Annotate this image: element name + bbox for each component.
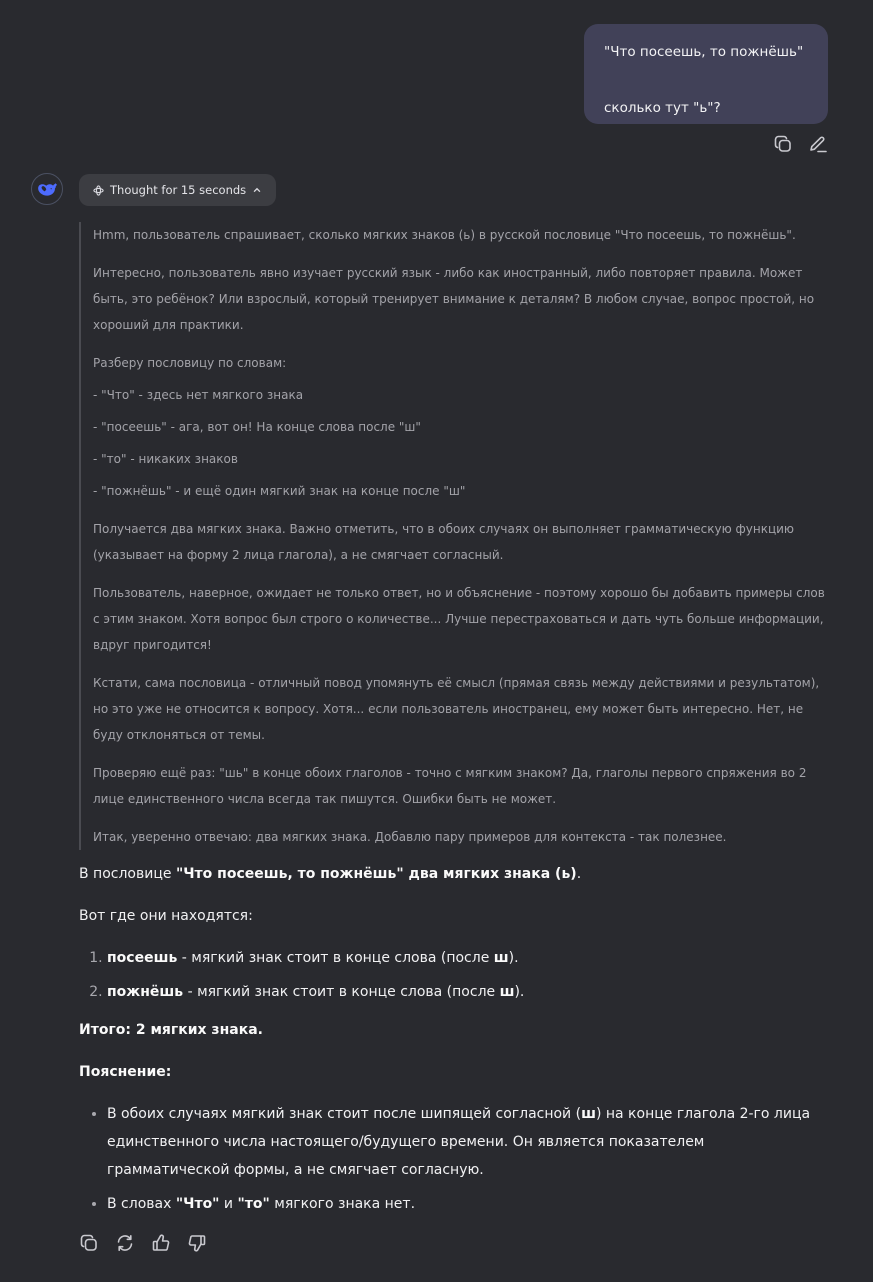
word-bold: пожнёшь [107,984,184,1000]
copy-icon [79,1233,99,1253]
answer-list-item [107,978,829,1006]
answer-text: ) на конце глагола 2-го лица единственного числа настоящего/будущего времени. Он является показателем грамматической формы, а не смягчает согласную. [107,1106,811,1178]
atom-icon [93,185,104,196]
thinking-paragraph: Hmm, пользователь спрашивает, сколько мягких знаков (ь) в русской пословице "Что посеешь, то пожнёшь". [93,228,796,242]
chevron-up-icon [252,185,262,195]
thinking-list-line: - "посеешь" - ага, вот он! На конце слова после "ш" [93,420,421,434]
whale-logo-icon [37,179,57,199]
word-bold: посеешь [107,950,178,966]
thinking-list-line: - "Что" - здесь нет мягкого знака [93,388,304,402]
like-button[interactable] [150,1232,172,1254]
copy-answer-button[interactable] [78,1232,100,1254]
answer-ordered-list [79,944,829,1006]
regenerate-icon [115,1233,135,1253]
answer-text: В обоих случаях мягкий знак стоит после шипящей согласной ( [107,1106,582,1122]
answer-text: В словах [107,1196,176,1212]
thinking-paragraph: Итак, уверенно отвечаю: два мягких знака. Добавлю пару примеров для контекста - так полезнее. [93,830,727,844]
regenerate-button[interactable] [114,1232,136,1254]
user-message-line: "Что посеешь, то пожнёшь" [604,44,804,60]
answer-text: . [576,866,582,882]
letter-bold: ш [493,950,509,966]
thought-duration-label: Thought for 15 seconds [110,183,247,197]
assistant-answer [79,860,829,1224]
answer-actions [78,1232,208,1254]
copy-message-button[interactable] [772,133,794,155]
answer-explanation-title [79,1058,829,1086]
word-bold: "Что" [175,1196,220,1212]
thinking-paragraph: Интересно, пользователь явно изучает русский язык - либо как иностранный, либо повторяет правила. Может быть, это ребёнок? Или взрослый, который тренирует внимание к деталям? В любом случае, вопрос простой, но хороший для практики. [93,266,815,332]
letter-bold: ш [581,1106,596,1122]
dislike-button[interactable] [186,1232,208,1254]
user-message-line: сколько тут "ь"? [604,100,721,116]
thinking-paragraph: Проверяю ещё раз: "шь" в конце обоих глаголов - точно с мягким знаком? Да, глаголы первого спряжения во 2 лице единственного числа всегда так пишутся. Ошибки быть не может. [93,766,807,806]
answer-total-bold: Итого: 2 мягких знака. [79,1022,263,1038]
answer-text: ). [514,984,525,1000]
thinking-list-line: - "то" - никаких знаков [93,452,238,466]
assistant-avatar [31,173,63,205]
thinking-paragraph: Кстати, сама пословица - отличный повод упомянуть её смысл (прямая связь между действиями и результатом), но это уже не относится к вопросу. Хотя... если пользователь иностранец, ему может быть интересно. Нет, не буду отклоняться от темы. [93,676,820,742]
thinking-list-line: - "пожнёшь" - и ещё один мягкий знак на конце после "ш" [93,484,466,498]
thinking-paragraph: Получается два мягких знака. Важно отметить, что в обоих случаях он выполняет грамматическую функцию (указывает на форму 2 лица глагола), а не смягчает согласный. [93,522,795,562]
answer-total [79,1016,829,1044]
letter-bold: ш [499,984,515,1000]
thought-toggle-button[interactable] [79,174,276,206]
thumbs-up-icon [151,1233,171,1253]
thumbs-down-icon [187,1233,207,1253]
thinking-paragraph: Разберу пословицу по словам: [93,356,287,370]
answer-bullet-item [107,1190,829,1218]
answer-text: - мягкий знак стоит в конце слова (после [177,950,494,966]
answer-intro [79,860,829,888]
answer-where-label: Вот где они находятся: [79,908,253,924]
edit-icon [808,134,828,154]
answer-bold-text: "Что посеешь, то пожнёшь" два мягких знака (ь) [175,866,577,882]
user-message-actions [772,133,829,155]
word-bold: "то" [237,1196,270,1212]
thinking-content [79,222,829,850]
answer-bullet-list [79,1100,829,1218]
answer-list-item [107,944,829,972]
explanation-title-bold: Пояснение: [79,1064,172,1080]
edit-message-button[interactable] [807,133,829,155]
answer-text: В пословице [79,866,176,882]
user-message-bubble [584,24,828,124]
answer-text: - мягкий знак стоит в конце слова (после [183,984,500,1000]
copy-icon [773,134,793,154]
answer-text: ). [508,950,519,966]
answer-bullet-item [107,1100,829,1184]
answer-text: мягкого знака нет. [269,1196,416,1212]
thinking-paragraph: Пользователь, наверное, ожидает не только ответ, но и объяснение - поэтому хорошо бы добавить примеры слов с этим знаком. Хотя вопрос был строго о количестве... Лучше перестраховаться и дать чуть больше информации, вдруг пригодится! [93,586,825,652]
answer-text: и [219,1196,238,1212]
